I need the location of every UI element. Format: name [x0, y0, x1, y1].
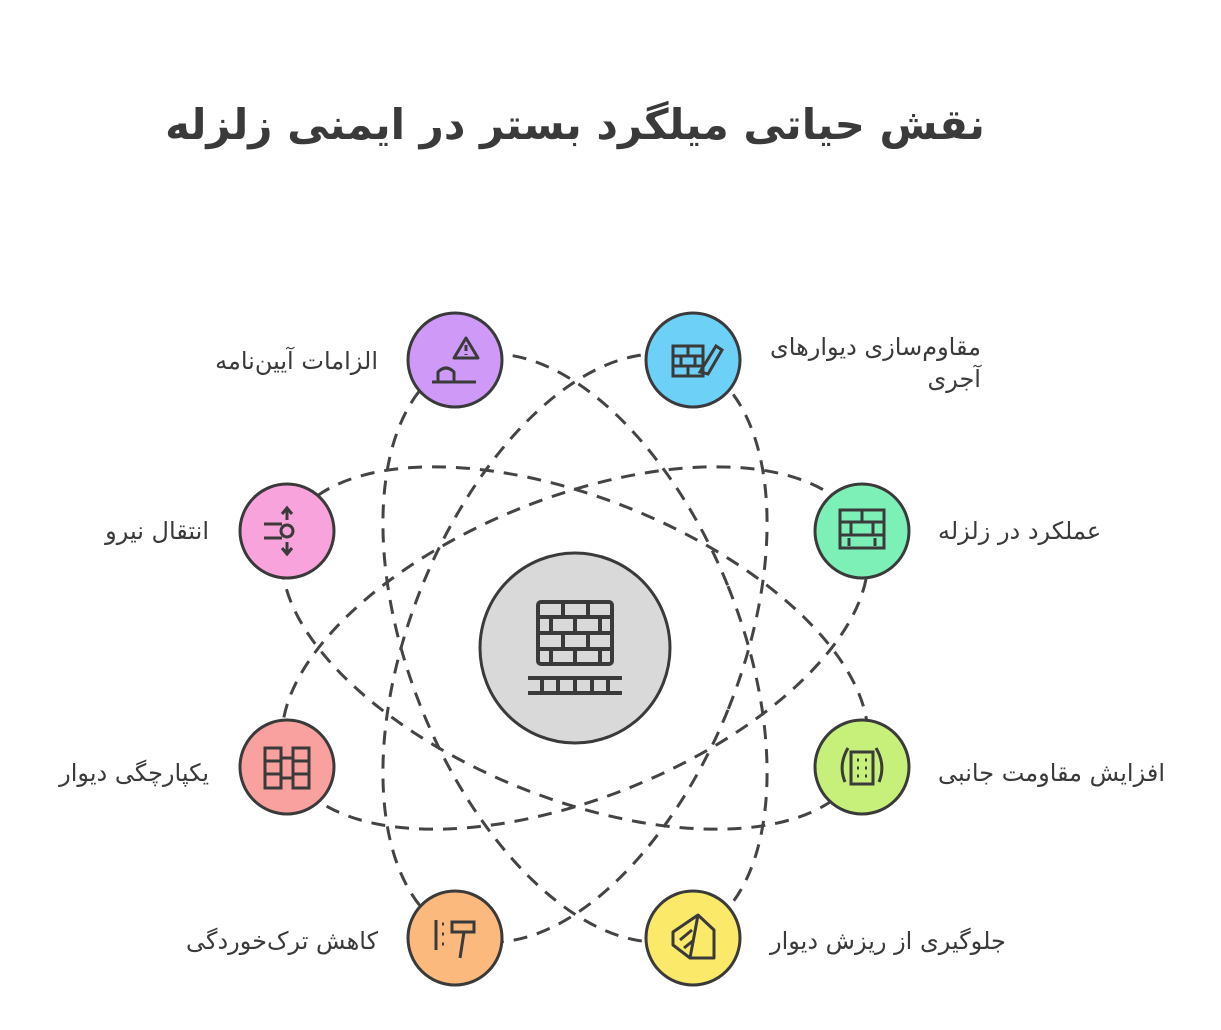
node-crack-reduction	[408, 891, 502, 985]
label-code-requirements: الزامات آیین‌نامه	[215, 347, 378, 375]
node-brick-retrofit	[646, 313, 740, 407]
center-node	[480, 553, 670, 743]
label-brick-retrofit	[770, 331, 981, 395]
brick-wall-icon	[528, 602, 622, 693]
label-brick-retrofit-line2: آجری	[927, 365, 981, 393]
node-lateral-resistance	[815, 720, 909, 814]
label-crack-reduction: کاهش ترک‌خوردگی	[186, 927, 378, 955]
node-force-transfer	[240, 484, 334, 578]
diagram-title: نقش حیاتی میلگرد بستر در ایمنی زلزله	[165, 100, 985, 149]
label-wall-integrity: یکپارچگی دیوار	[59, 759, 209, 787]
label-earthquake-performance: عملکرد در زلزله	[938, 517, 1102, 545]
node-wall-integrity	[240, 720, 334, 814]
node-earthquake-performance	[815, 484, 909, 578]
node-code-requirements	[408, 313, 502, 407]
node-prevent-collapse	[646, 891, 740, 985]
label-force-transfer: انتقال نیرو	[105, 517, 209, 545]
label-prevent-collapse: جلوگیری از ریزش دیوار	[770, 927, 1006, 955]
label-brick-retrofit-line1: مقاوم‌سازی دیوارهای	[770, 333, 981, 361]
label-lateral-resistance: افزایش مقاومت جانبی	[938, 759, 1165, 787]
